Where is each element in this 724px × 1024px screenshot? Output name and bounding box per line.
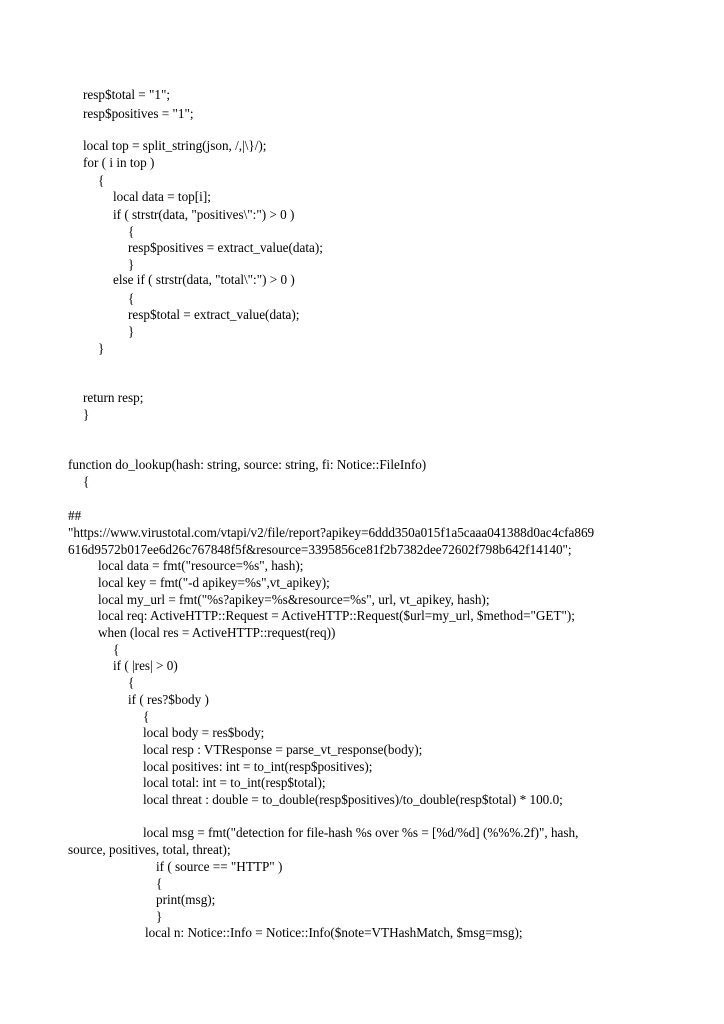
code-line: }: [128, 324, 135, 339]
code-line: for ( i in top ): [83, 155, 155, 170]
code-line: local data = fmt("resource=%s", hash);: [98, 558, 304, 573]
code-line: local req: ActiveHTTP::Request = ActiveHTTP::Request($url=my_url, $method="GET");: [98, 608, 575, 623]
code-line: local top = split_string(json, /,|\}/);: [83, 138, 267, 153]
code-line: "https://www.virustotal.com/vtapi/v2/file/report?apikey=6ddd350a015f1a5caaa041388d0ac4cfa869: [68, 525, 595, 540]
code-line: }: [83, 407, 90, 422]
code-line: local n: Notice::Info = Notice::Info($note=VTHashMatch, $msg=msg);: [145, 925, 523, 940]
code-line: else if ( strstr(data, "total\":") > 0 ): [113, 272, 295, 287]
code-line: local body = res$body;: [143, 725, 265, 740]
code-line: if ( source == "HTTP" ): [156, 859, 283, 874]
code-line: {: [128, 675, 135, 690]
code-line: }: [156, 909, 163, 924]
code-line: {: [98, 173, 105, 188]
code-line: local positives: int = to_int(resp$positives);: [143, 759, 373, 774]
code-line: {: [143, 709, 150, 724]
code-line: return resp;: [83, 390, 144, 405]
code-line: local my_url = fmt("%s?apikey=%s&resource=%s", url, vt_apikey, hash);: [98, 592, 490, 607]
code-line: source, positives, total, threat);: [68, 842, 231, 857]
code-line: }: [128, 257, 135, 272]
code-line: print(msg);: [156, 892, 216, 907]
code-line: local data = top[i];: [113, 189, 211, 204]
code-line: }: [98, 341, 105, 356]
code-line: {: [128, 224, 135, 239]
code-line: local threat : double = to_double(resp$positives)/to_double(resp$total) * 100.0;: [143, 792, 563, 807]
code-line: local msg = fmt("detection for file-hash %s over %s = [%d/%d] (%%%.2f)", hash,: [143, 825, 579, 840]
code-line: local key = fmt("-d apikey=%s",vt_apikey);: [98, 575, 330, 590]
code-line: ##: [68, 508, 82, 523]
code-line: if ( res?$body ): [128, 692, 209, 707]
code-line: 616d9572b017ee6d26c767848f5f&resource=3395856ce81f2b7382dee72602f798b642f14140";: [68, 542, 572, 557]
code-line: {: [113, 642, 120, 657]
code-line: local resp : VTResponse = parse_vt_response(body);: [143, 742, 423, 757]
code-line: resp$total = "1";: [83, 87, 171, 102]
code-line: when (local res = ActiveHTTP::request(req)): [98, 625, 336, 640]
code-line: resp$positives = extract_value(data);: [128, 240, 323, 255]
code-line: resp$total = extract_value(data);: [128, 307, 300, 322]
code-line: resp$positives = "1";: [83, 106, 194, 121]
code-line: local total: int = to_int(resp$total);: [143, 775, 326, 790]
code-line: {: [128, 291, 135, 306]
code-line: if ( |res| > 0): [113, 658, 178, 673]
code-line: if ( strstr(data, "positives\":") > 0 ): [113, 207, 295, 222]
code-line: function do_lookup(hash: string, source: string, fi: Notice::FileInfo): [68, 457, 427, 472]
code-line: {: [156, 876, 163, 891]
code-line: {: [83, 474, 90, 489]
